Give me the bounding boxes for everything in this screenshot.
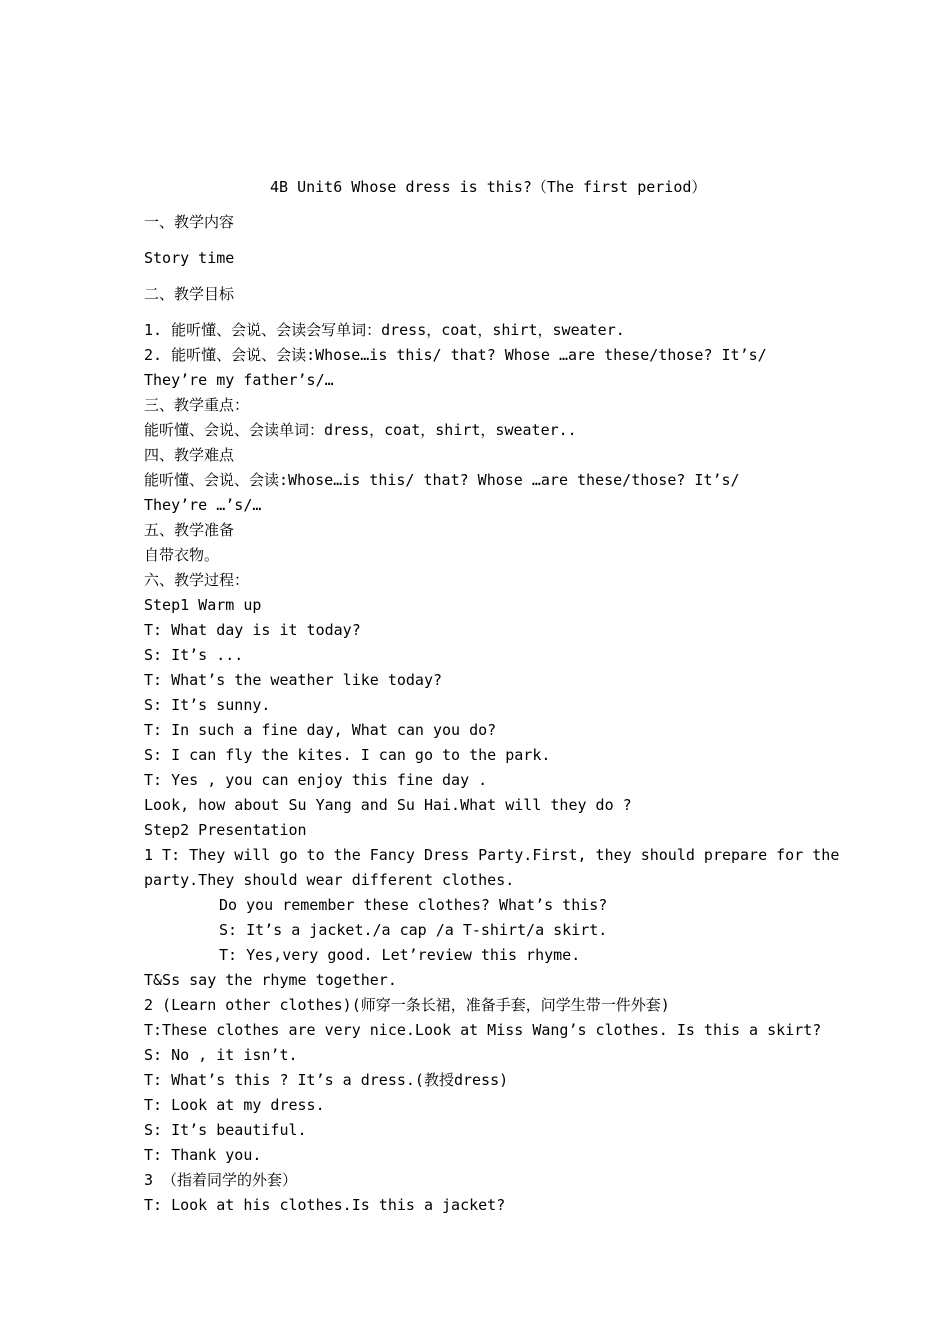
body-line: 三、教学重点： [144, 396, 250, 414]
body-line: 六、教学过程： [144, 571, 250, 589]
body-line: S: It’s sunny. [144, 696, 271, 714]
body-line: T:These clothes are very nice.Look at Miss Wang’s clothes. Is this a skirt? [144, 1021, 822, 1039]
body-line: Do you remember these clothes? What’s this? [219, 896, 608, 914]
body-line: T: What day is it today? [144, 621, 361, 639]
body-line: Step2 Presentation [144, 821, 307, 839]
body-line: 2 (Learn other clothes)(师穿一条长裙，准备手套，问学生带一件外套) [144, 996, 670, 1014]
body-line: T: What’s the weather like today? [144, 671, 443, 689]
body-line: They’re …’s/… [144, 496, 262, 514]
body-line: T: Look at my dress. [144, 1096, 325, 1114]
intro-line: Story time [144, 249, 235, 267]
document-body [144, 318, 840, 1218]
body-line: 能听懂、会说、会读:Whose…is this/ that? Whose …are these/those? It’s/ [144, 471, 740, 489]
body-line: T&Ss say the rhyme together. [144, 971, 397, 989]
body-line: 能听懂、会说、会读单词：dress，coat，shirt，sweater.. [144, 421, 577, 439]
body-line: 1. 能听懂、会说、会读会写单词：dress，coat，shirt，sweater. [144, 321, 625, 339]
body-line: Look, how about Su Yang and Su Hai.What will they do ? [144, 796, 632, 814]
body-line: T: Yes , you can enjoy this fine day . [144, 771, 488, 789]
body-line: 自带衣物。 [144, 546, 220, 564]
body-line: party.They should wear different clothes. [144, 871, 515, 889]
body-line: T: Thank you. [144, 1146, 262, 1164]
intro-line: 二、教学目标 [144, 285, 235, 303]
body-line: T: Look at his clothes.Is this a jacket? [144, 1196, 506, 1214]
body-line: They’re my father’s/… [144, 371, 334, 389]
body-line: S: It’s a jacket./a cap /a T-shirt/a skirt. [219, 921, 608, 939]
body-line: T: In such a fine day, What can you do? [144, 721, 497, 739]
body-line: 2. 能听懂、会说、会读:Whose…is this/ that? Whose …are these/those? It’s/ [144, 346, 767, 364]
body-line: T: Yes,very good. Let’review this rhyme. [219, 946, 581, 964]
body-line: S: I can fly the kites. I can go to the park. [144, 746, 551, 764]
body-line: 四、教学难点 [144, 446, 235, 464]
body-line: S: No , it isn’t. [144, 1046, 298, 1064]
body-line: S: It’s ... [144, 646, 244, 664]
body-line: 1 T: They will go to the Fancy Dress Party.First, they should prepare for the [144, 846, 840, 864]
body-line: S: It’s beautiful. [144, 1121, 307, 1139]
body-line: Step1 Warm up [144, 596, 262, 614]
intro-line: 一、教学内容 [144, 213, 235, 231]
body-line: 3 （指着同学的外套） [144, 1171, 298, 1189]
body-line: T: What’s this ? It’s a dress.(教授dress) [144, 1071, 509, 1089]
body-line: 五、教学准备 [144, 521, 235, 539]
document-title: 4B Unit6 Whose dress is this?（The first period） [270, 178, 707, 196]
